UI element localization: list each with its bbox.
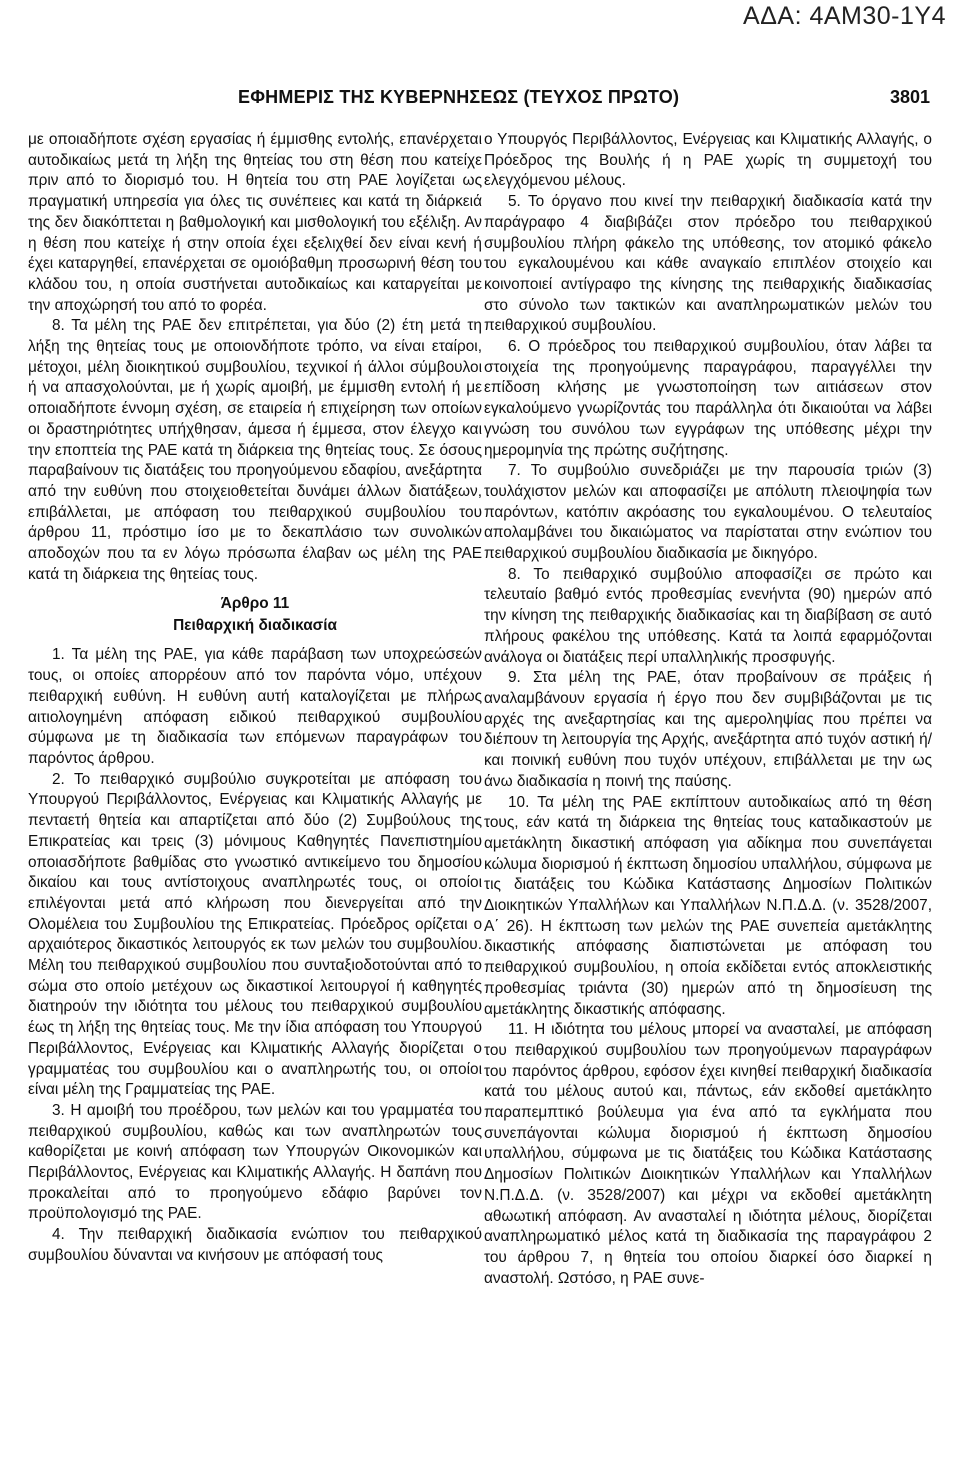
article-title: Πειθαρχική διαδικασία	[173, 617, 337, 635]
article-paragraph-6: 6. Ο πρόεδρος του πειθαρχικού συμβουλίου, όταν λάβει τα στοιχεία της προηγούμενης παραγράφου, παραγγέλλει την επίδοση κλήσης με γνωστοποίηση των αιτιάσεων στον εγκαλούμενο γνωρίζοντάς του παράλληλα ότι δικαιούται να λάβει γνώση του συνόλου των εγγράφων της υπόθεσης μέχρι την ημερομηνία της πρώτης συζήτησης.	[484, 338, 932, 459]
article-number: Άρθρο 11	[220, 595, 290, 613]
paragraph-continuation: με οποιαδήποτε σχέση εργασίας ή έμμισθης εντολής, επανέρχεται αυτοδικαίως μετά τη λήξη της θητείας του στη θέση που κατείχε πριν από το διορισμό του. Η θητεία του στη ΡΑΕ λογίζεται ως πραγματική υπηρεσία για όλες τις συνέπειες και κατά τη διάρκειά της δεν διακόπτεται η βαθμολογική και μισθολογική του εξέλιξη. Αν η θέση που κατείχε ή στην οποία έχει εξελιχθεί δεν είναι κενή ή έχει καταργηθεί, επανέρχεται σε ομοιόβαθμη προσωρινή θέση του κλάδου του, η οποία συστήνεται αυτοδικαίως και καταργείται με την αποχώρησή του από το φορέα.	[28, 131, 482, 314]
article-paragraph-10: 10. Τα μέλη της ΡΑΕ εκπίπτουν αυτοδικαίως από τη θέση τους, εάν κατά τη διάρκεια της θητείας τους καταδικαστούν με αμετάκλητη δικαστική απόφαση για αδίκημα που συνεπάγεται κώλυμα διορισμού ή έκπτωση δημοσίου υπαλλήλου, σύμφωνα με τις διατάξεις του Κώδικα Κατάστασης Δημοσίων Πολιτικών Διοικητικών Υπαλλήλων και Υπαλλήλων Ν.Π.Δ.Δ. (ν. 3528/2007, Α΄ 26). Η έκπτωση των μελών της ΡΑΕ συνεπεία αμετάκλητης δικαστικής απόφασης διαπιστώνεται με απόφαση του πειθαρχικού συμβουλίου, η οποία εκδίδεται εντός αποκλειστικής προθεσμίας τριάντα (30) ημερών από τη δημοσίευση της αμετάκλητης δικαστικής απόφασης.	[484, 793, 932, 1018]
ada-code: ΑΔΑ: 4ΑΜ30-1Υ4	[743, 2, 946, 30]
article-paragraph-7: 7. Το συμβούλιο συνεδριάζει με την παρουσία τριών (3) τουλάχιστον μελών και αποφασίζει με απόλυτη πλειοψηφία των παρόντων, κατόπιν ακρόασης του εγκαλουμένου. Ο τελευταίος απολαμβάνει του δικαιώματος να παρίσταται στην ενώπιον του πειθαρχικού συμβουλίου διαδικασία με δικηγόρο.	[484, 462, 932, 563]
article-paragraph-11: 11. Η ιδιότητα του μέλους μπορεί να ανασταλεί, με απόφαση του πειθαρχικού συμβουλίου των προηγούμενων παραγράφων του παρόντος άρθρου, εφόσον έχει κινηθεί πειθαρχική διαδικασία κατά του μέλους αυτού και, πάντως, εάν εκδοθεί αμετάκλητο παραπεμπτικό βούλευμα για ένα από τα εγκλήματα που συνεπάγονται κώλυμα διορισμού ή έκπτωση δημοσίου υπαλλήλου, σύμφωνα με τις διατάξεις του Κώδικα Κατάστασης Δημοσίων Πολιτικών Διοικητικών Υπαλλήλων και Υπαλλήλων Ν.Π.Δ.Δ. (ν. 3528/2007) και μέχρι να εκδοθεί αμετάκλητη αθωωτική απόφαση. Αν ανασταλεί η ιδιότητα μέλους, διορίζεται αναπληρωματικό μέλος κατά τη διαδικασία της παραγράφου 2 του άρθρου 7, η θητεία του οποίου διαρκεί όσο διαρκεί η αναστολή. Ωστόσο, η ΡΑΕ συνε-	[484, 1021, 932, 1287]
article-paragraph-8: 8. Το πειθαρχικό συμβούλιο αποφασίζει σε πρώτο και τελευταίο βαθμό εντός προθεσμίας ενενήντα (90) ημερών από την κίνηση της πειθαρχικής διαδικασίας και τη διαβίβαση σε αυτό πλήρους φακέλου της υπόθεσης. Κατά τα λοιπά εφαρμόζονται ανάλογα οι διατάξεις περί υπαλληλικής προσφυγής.	[484, 565, 932, 666]
gazette-title: ΕΦΗΜΕΡΙΣ ΤΗΣ ΚΥΒΕΡΝΗΣΕΩΣ (ΤΕΥΧΟΣ ΠΡΩΤΟ)	[238, 87, 680, 107]
right-column	[484, 130, 932, 1289]
article-paragraph-2: 2. Το πειθαρχικό συμβούλιο συγκροτείται με απόφαση του Υπουργού Περιβάλλοντος, Ενέργειας και Κλιματικής Αλλαγής με πενταετή θητεία και απαρτίζεται από δύο (2) Συμβούλους της Επικρατείας και τρεις (3) μόνιμους Καθηγητές Πανεπιστημίου οποιασδήποτε βαθμίδας στο γνωστικό αντικείμενο του δημοσίου δικαίου και τους αντίστοιχους αναπληρωτές τους, οι οποίοι επιλέγονται μετά από κλήρωση που διενεργείται από την Ολομέλεια του Συμβουλίου της Επικρατείας. Πρόεδρος ορίζεται ο αρχαιότερος δικαστικός λειτουργός εκ των μελών του συμβουλίου. Μέλη του πειθαρχικού συμβουλίου που συνταξιοδοτούνται από το σώμα στο οποίο μετέχουν ως δικαστικοί λειτουργοί ή καθηγητές διατηρούν την ιδιότητα του μέλους του πειθαρχικού συμβουλίου έως τη λήξη της θητείας τους. Με την ίδια απόφαση του Υπουργού Περιβάλλοντος, Ενέργειας και Κλιματικής Αλλαγής διορίζεται ο γραμματέας του συμβουλίου και ο αναπληρωτής του, οι οποίοι είναι μέλη της Γραμματείας της ΡΑΕ.	[28, 770, 482, 1099]
article-paragraph-5: 5. Το όργανο που κινεί την πειθαρχική διαδικασία κατά την παράγραφο 4 διαβιβάζει στον πρόεδρο του πειθαρχικού συμβουλίου πλήρη φάκελο της υπόθεσης, τον ατομικό φάκελο του εγκαλουμένου και κάθε αναγκαίο επιπλέον στοιχείο και κοινοποιεί αντίγραφο της κίνησης της πειθαρχικής διαδικασίας στο σύνολο των τακτικών και αναπληρωματικών μελών του πειθαρχικού συμβουλίου.	[484, 193, 932, 335]
page-number: 3801	[889, 87, 930, 107]
article-paragraph-9: 9. Στα μέλη της ΡΑΕ, όταν προβαίνουν σε πράξεις ή αναλαμβάνουν εργασία ή έργο που δεν συμβιβάζονται με τις αρχές της ανεξαρτησίας και της αμεροληψίας που πρέπει να διέπουν τη λειτουργία της Αρχής, ανεξάρτητα από τυχόν αστική ή/και ποινική ευθύνη που τυχόν υπέχουν, επιβάλλεται με την ως άνω διαδικασία η ποινή της παύσης.	[484, 669, 932, 790]
paragraph-continuation-right: ο Υπουργός Περιβάλλοντος, Ενέργειας και Κλιματικής Αλλαγής, ο Πρόεδρος της Βουλής ή η ΡΑΕ χωρίς τη συμμετοχή του ελεγχόμενου μέλους.	[484, 131, 932, 190]
page-header	[0, 87, 960, 117]
article-paragraph-1: 1. Τα μέλη της ΡΑΕ, για κάθε παράβαση των υποχρεώσεών τους, οι οποίες απορρέουν από τον παρόντα νόμο, υπέχουν πειθαρχική ευθύνη. Η ευθύνη αυτή καταλογίζεται με πλήρως αιτιολογημένη απόφαση ειδικού πειθαρχικού συμβουλίου σύμφωνα με τη διαδικασία των επόμενων παραγράφων του παρόντος άρθρου.	[28, 646, 482, 767]
left-column	[28, 130, 482, 1267]
article-paragraph-4: 4. Την πειθαρχική διαδικασία ενώπιον του πειθαρχικού συμβουλίου δύνανται να κινήσουν με απόφασή τους	[28, 1226, 482, 1264]
article-paragraph-3: 3. Η αμοιβή του προέδρου, των μελών και του γραμματέα του πειθαρχικού συμβουλίου, καθώς και των αναπληρωτών τους καθορίζεται με κοινή απόφαση των Υπουργών Οικονομικών και Περιβάλλοντος, Ενέργειας και Κλιματικής Αλλαγής. Η δαπάνη που προκαλείται από το προηγούμενο εδάφιο βαρύνει τον προϋπολογισμό της ΡΑΕ.	[28, 1101, 482, 1223]
paragraph-8: 8. Τα μέλη της ΡΑΕ δεν επιτρέπεται, για δύο (2) έτη μετά τη λήξη της θητείας τους με οποιονδήποτε τρόπο, να είναι εταίροι, μέτοχοι, μέλη διοικητικού συμβουλίου, τεχνικοί ή άλλοι σύμβουλοι ή να απασχολούνται, με ή χωρίς αμοιβή, με έμμισθη εντολή ή με οποιαδήποτε έννομη σχέση, σε εταιρεία ή επιχείρηση των οποίων οι δραστηριότητες υπήχθησαν, άμεσα ή έμμεσα, στον έλεγχο και την εποπτεία της ΡΑΕ κατά τη διάρκεια της θητείας τους. Σε όσους παραβαίνουν τις διατάξεις του προηγούμενου εδαφίου, ανεξάρτητα από την ευθύνη που στοιχειοθετείται δυνάμει άλλων διατάξεων, επιβάλλεται, με απόφαση του πειθαρχικού συμβουλίου του άρθρου 11, πρόστιμο ίσο με το δεκαπλάσιο των συνολικών αποδοχών που τα εν λόγω πρόσωπα έλαβαν ως μέλη της ΡΑΕ κατά τη διάρκεια της θητείας τους.	[28, 317, 482, 583]
